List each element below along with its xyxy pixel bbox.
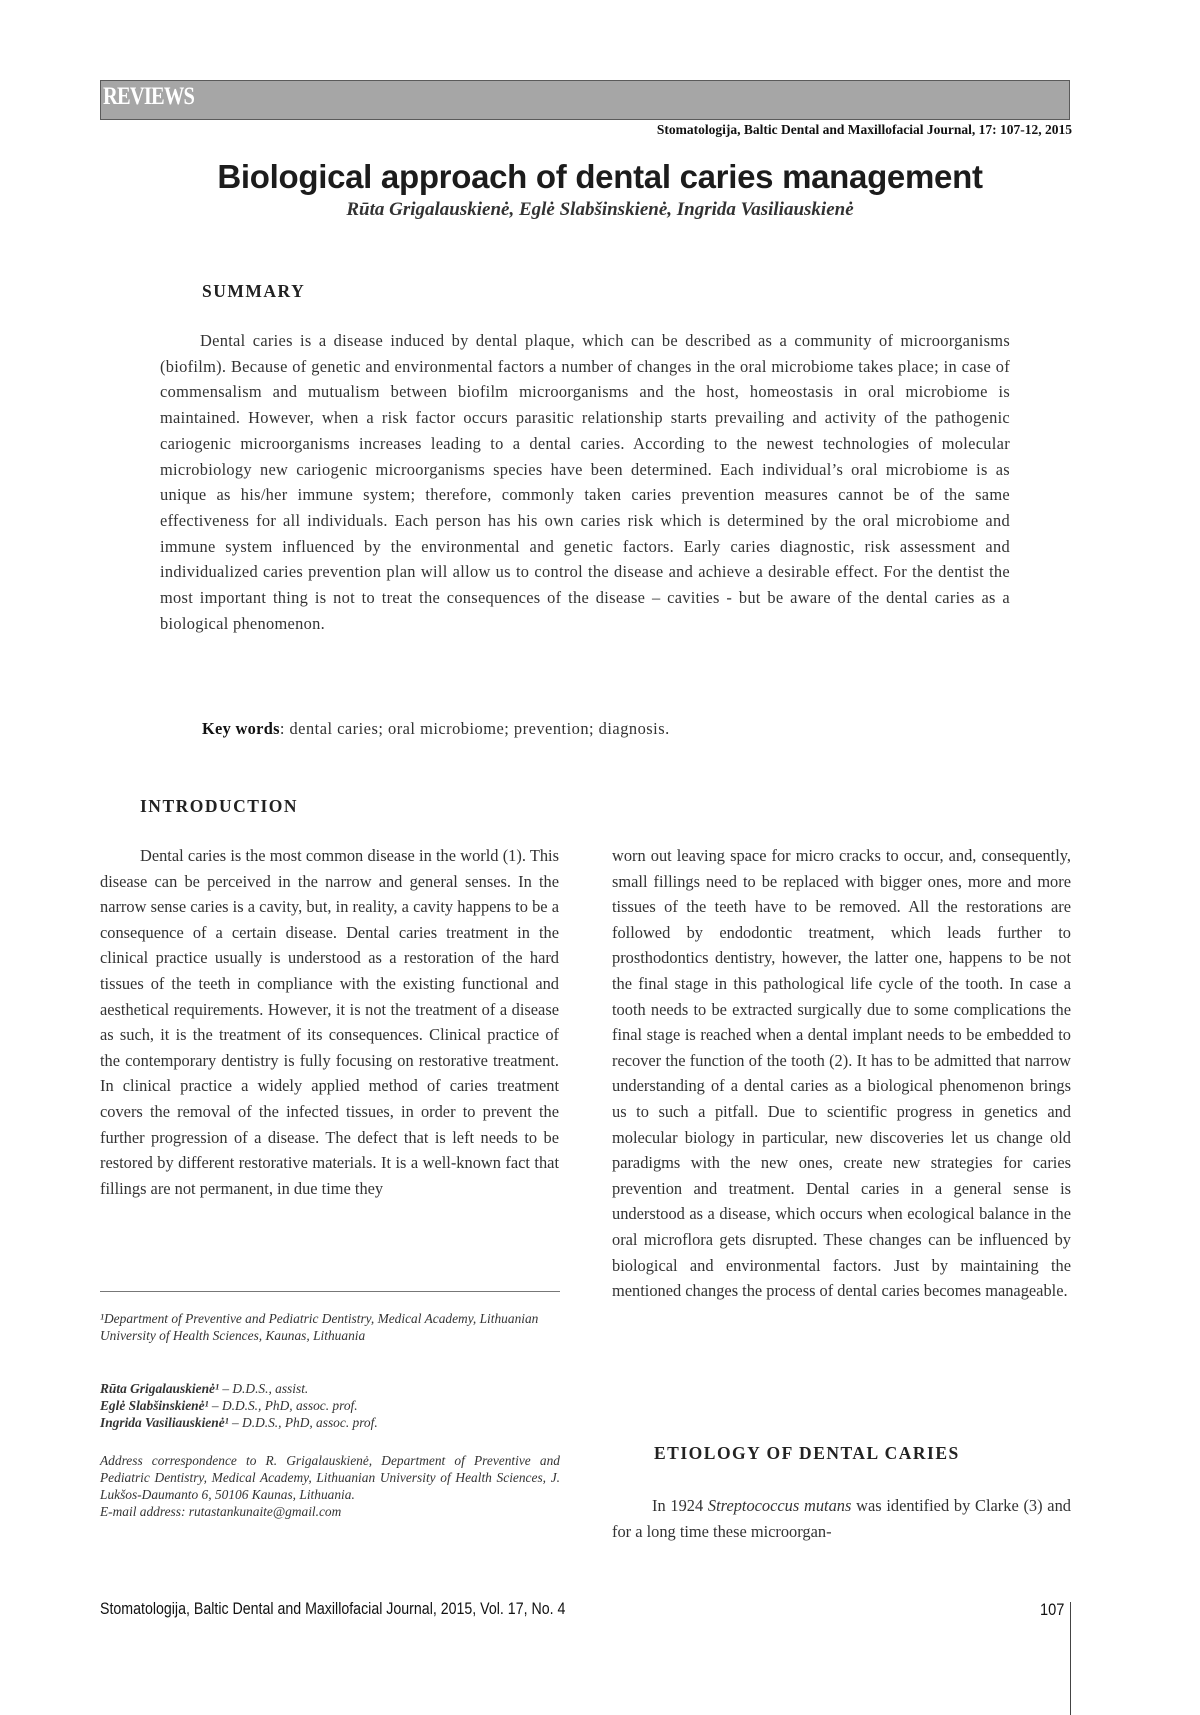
- page-footer-journal: Stomatologija, Baltic Dental and Maxillofacial Journal, 2015, Vol. 17, No. 4: [100, 1600, 566, 1618]
- article-authors: Rūta Grigalauskienė, Eglė Slabšinskienė, Ingrida Vasiliauskienė: [346, 199, 854, 220]
- footnote-author: Eglė Slabšinskienė¹ – D.D.S., PhD, assoc. prof.: [100, 1398, 358, 1413]
- keywords-label: Key words: [202, 719, 280, 738]
- footnote-author-list: [100, 1380, 560, 1431]
- footnote-address: [100, 1452, 560, 1520]
- footnote-author: Rūta Grigalauskienė¹ – D.D.S., assist.: [100, 1381, 309, 1396]
- introduction-right-column: worn out leaving space for micro cracks to occur, and, consequently, small fillings need to be replaced with bigger ones, more and more tissues of the teeth have to be removed. All the restorations are followed by endodontic treatment, which leads further to prosthodontics dentistry, however, the latter one, happens to be not the final stage in this pathological life cycle of the tooth. In case a tooth needs to be extracted surgically due to some complications the final stage is reached when a dental implant needs to be embedded to recover the function of the tooth (2). It has to be admitted that narrow understanding of a dental caries as a biological phenomenon brings us to such a pitfall. Due to scientific progress in genetics and molecular biology in particular, new discoveries let us change old paradigms with the new ones, create new strategies for caries prevention and treatment. Dental caries in a general sense is understood as a disease, which occurs when ecological balance in the oral microflora gets disrupted. These changes can be influenced by biological and environmental factors. Just by maintaining the mentioned changes the process of dental caries becomes manageable.: [612, 846, 1071, 1301]
- summary-heading: SUMMARY: [202, 281, 306, 301]
- email-address: E-mail address: rutastankunaite@gmail.com: [100, 1504, 342, 1519]
- footnote-author: Ingrida Vasiliauskienė¹ – D.D.S., PhD, assoc. prof.: [100, 1415, 378, 1430]
- section-banner: [100, 80, 1070, 120]
- article-title: Biological approach of dental caries management: [217, 158, 983, 195]
- summary-text: Dental caries is a disease induced by dental plaque, which can be described as a community of microorganisms (biofilm). Because of genetic and environmental factors a number of changes in the oral microbiome takes place; in case of commensalism and mutualism between biofilm microorganisms and the host, homeostasis in oral microbiome is maintained. However, when a risk factor occurs parasitic relationship starts prevailing and activity of the pathogenic cariogenic microorganisms increases leading to a dental caries. According to the newest technologies of molecular microbiology new cariogenic microorganisms species have been determined. Each individual’s oral microbiome is as unique as his/her immune system; therefore, commonly taken caries prevention measures cannot be of the same effectiveness for all individuals. Each person has his own caries risk which is determined by the oral microbiome and immune system influenced by the environmental and genetic factors. Early caries diagnostic, risk assessment and individualized caries prevention plan will allow us to control the disease and achieve a desirable effect. For the dentist the most important thing is not to treat the consequences of the disease – cavities - but be aware of the dental caries as a biological phenomenon.: [160, 331, 1010, 633]
- banner-label: REVIEWS: [103, 83, 195, 110]
- keywords-text: : dental caries; oral microbiome; prevention; diagnosis.: [279, 719, 670, 738]
- footnote-affiliation: ¹Department of Preventive and Pediatric Dentistry, Medical Academy, Lithuanian University of Health Sciences, Kaunas, Lithuania: [100, 1311, 539, 1343]
- etiology-text: In 1924 Streptococcus mutans was identified by Clarke (3) and for a long time these microorgan-: [612, 1496, 1071, 1541]
- introduction-left-column: Dental caries is the most common disease in the world (1). This disease can be perceived in the narrow and general senses. In the narrow sense caries is a cavity, but, in reality, a cavity happens to be a consequence of a certain disease. Dental caries treatment in the clinical practice usually is understood as a restoration of the hard tissues of the teeth in compliance with the existing functional and aesthetical requirements. However, it is not the treatment of a disease as such, it is the treatment of its consequences. Clinical practice of the contemporary dentistry is fully focusing on restorative treatment. In clinical practice a widely applied method of caries treatment covers the removal of the infected tissues, in order to prevent the further progression of a disease. The defect that is left needs to be restored by different restorative materials. It is a well-known fact that fillings are not permanent, in due time they: [100, 846, 559, 1198]
- footer-vertical-rule: [1070, 1602, 1071, 1715]
- correspondence-address: Address correspondence to R. Grigalauskienė, Department of Preventive and Pediatric Dentistry, Medical Academy, Lithuanian University of Health Sciences, J. Lukšos-Daumanto 6, 50106 Kaunas, Lithuania.: [100, 1453, 560, 1502]
- footnote-divider: [100, 1291, 560, 1292]
- species-name: Streptococcus mutans: [707, 1496, 852, 1515]
- keywords-line: [202, 719, 670, 739]
- page-number: 107: [1040, 1600, 1065, 1619]
- introduction-heading: INTRODUCTION: [140, 796, 299, 816]
- journal-reference: Stomatologija, Baltic Dental and Maxillofacial Journal, 17: 107-12, 2015: [656, 122, 1072, 137]
- etiology-heading: ETIOLOGY OF DENTAL CARIES: [654, 1443, 960, 1463]
